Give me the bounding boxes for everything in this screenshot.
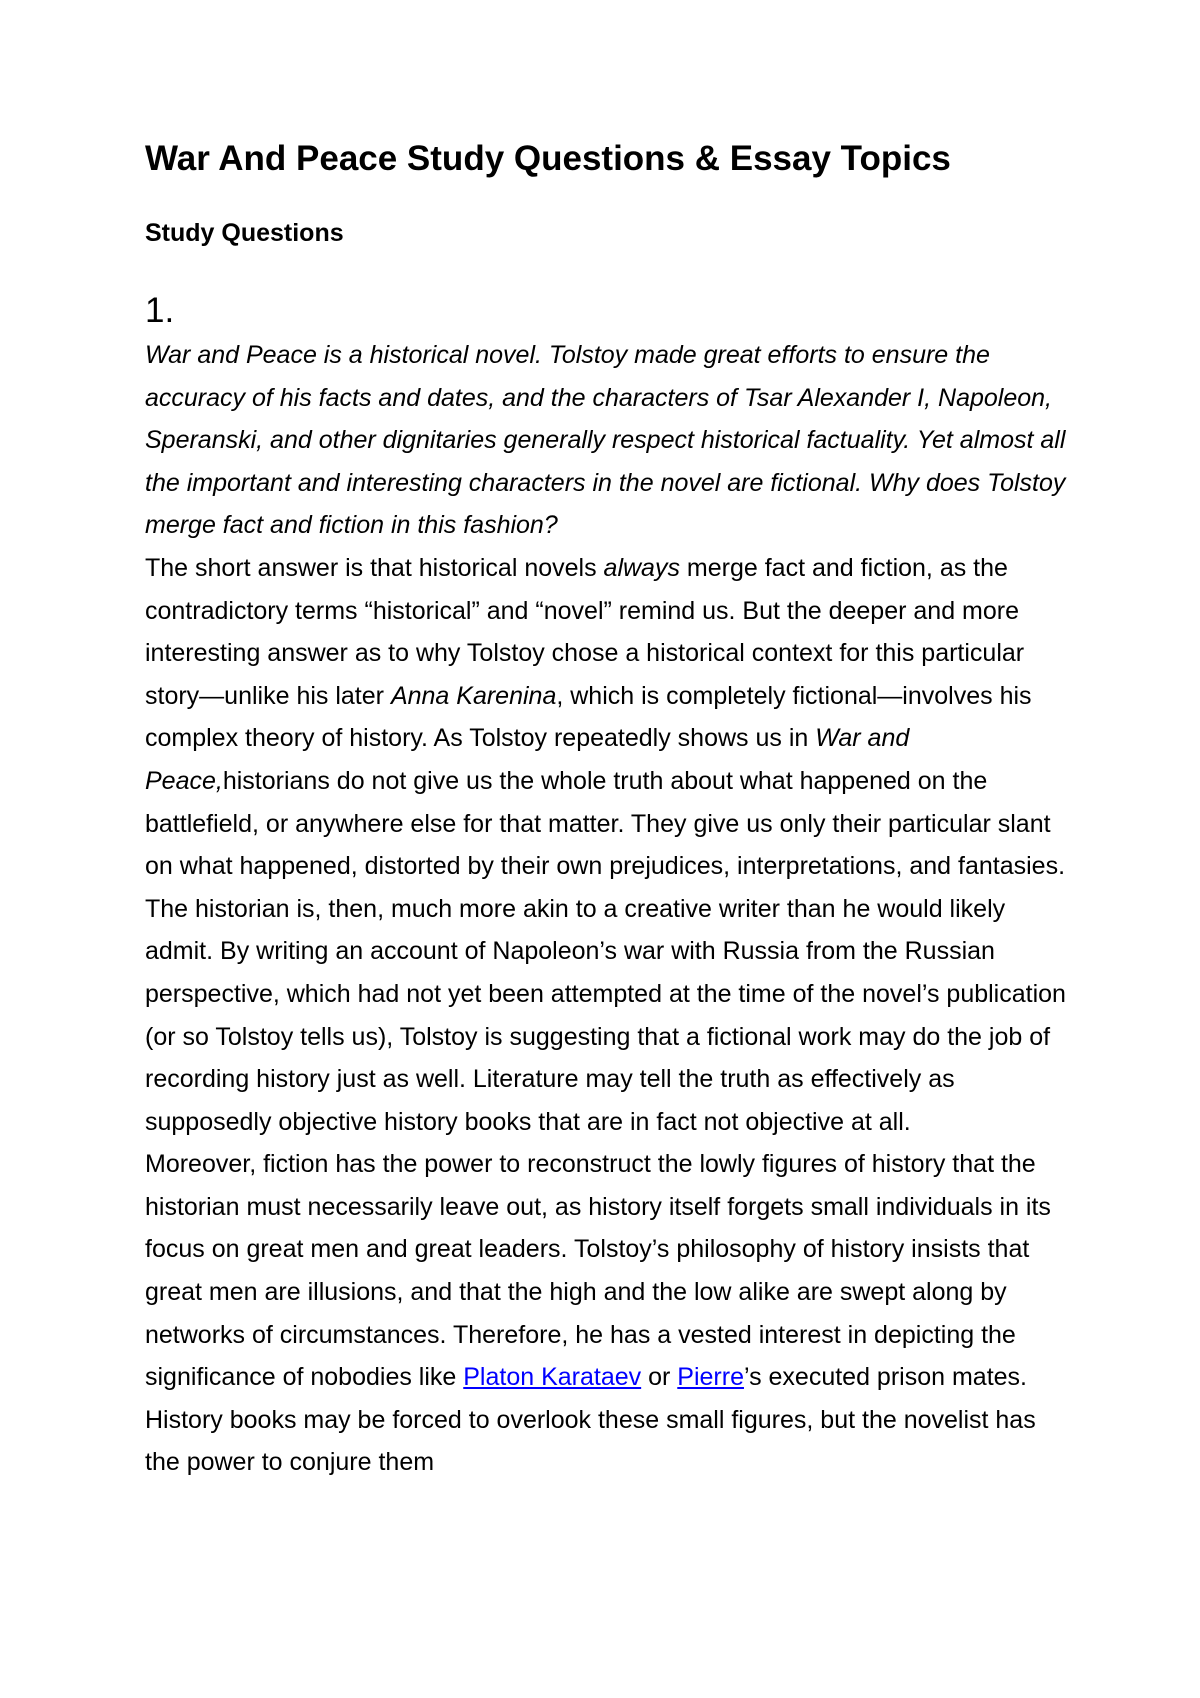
section-heading: Study Questions	[145, 219, 344, 247]
question-text	[145, 334, 1075, 547]
answer-text: historians do not give us the whole truth about what happened on the battlefield, or anywhere else for that matter. They give us only their particular slant on what happened, distorted by their own prejudices, interpretations, and fantasies. The historian is, then, much more akin to a creative writer than he would likely admit. By writing an account of Napoleon’s war with Russia from the Russian perspective, which had not yet been attempted at the time of the novel’s publication (or so Tolstoy tells us), Tolstoy is suggesting that a fictional work may do the job of recording history just as well. Literature may tell the truth as effectively as supposedly objective history books that are in fact not objective at all.	[145, 766, 1066, 1136]
answer-text: merge fact and fiction, as the contradictory terms “historical” and “novel” remind us. But the deeper and more interesting answer as to why Tolstoy chose a historical context for this particular story—unlike his later	[145, 553, 1025, 710]
answer-paragraph-2	[145, 1143, 1075, 1484]
question-number: 1.	[145, 291, 175, 330]
question-italic: War and Peace is a historical novel. Tolstoy made great efforts to ensure the accuracy of his facts and dates, and the characters of Tsar Alexander I, Napoleon, Speranski, and other dignitaries generally respect historical factuality. Yet almost all the important and interesting characters in the novel are fictional. Why does Tolstoy merge fact and fiction in this fashion?	[145, 341, 1066, 540]
answer-text: The short answer is that historical novels	[145, 553, 604, 582]
link-platon-karataev[interactable]: Platon Karataev	[463, 1363, 642, 1392]
answer-text: Moreover, fiction has the power to reconstruct the lowly figures of history that the historian must necessarily leave out, as history itself forgets small individuals in its focus on great men and great leaders. Tolstoy’s philosophy of history insists that great men are illusions, and that the high and the low alike are swept along by networks of circumstances. Therefore, he has a vested interest in depicting the significance of nobodies like	[145, 1150, 1051, 1392]
page-title: War And Peace Study Questions & Essay Topics	[145, 139, 951, 178]
answer-text: ’s executed prison mates. History books may be forced to overlook these small figures, but the novelist has the power to conjure them	[145, 1363, 1036, 1477]
answer-paragraph-1	[145, 547, 1075, 1143]
emphasis-anna-karenina: Anna Karenina	[390, 681, 557, 710]
question-item	[145, 290, 1075, 1484]
emphasis-always: always	[603, 553, 680, 582]
document-page	[145, 138, 1075, 1484]
emphasis-war-and-peace: War and Peace,	[145, 724, 910, 795]
answer-text: or	[641, 1363, 678, 1392]
answer-text: , which is completely fictional—involves his complex theory of history. As Tolstoy repeatedly shows us in	[145, 681, 1032, 753]
link-pierre[interactable]: Pierre	[677, 1363, 744, 1392]
